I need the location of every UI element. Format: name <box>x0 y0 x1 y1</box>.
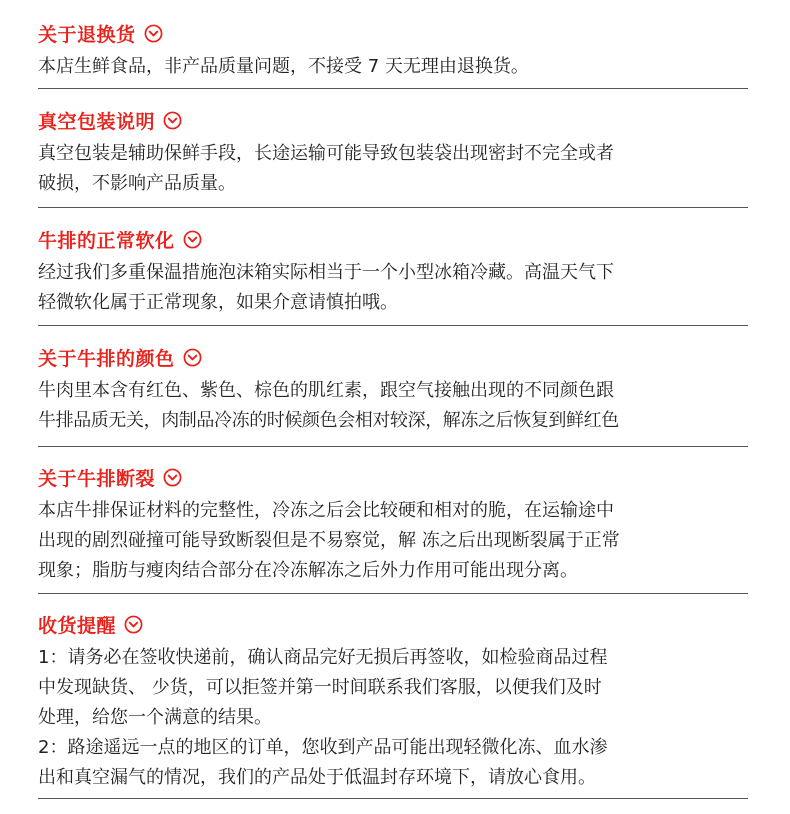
section-softening <box>38 224 748 318</box>
paragraph-line: 轻微软化属于正常现象，如果介意请慎拍哦。 <box>38 292 398 313</box>
paragraph-line: 现象；脂肪与瘦肉结合部分在冷冻解冻之后外力作用可能出现分离。 <box>38 560 578 581</box>
section-steak-color <box>38 342 748 436</box>
divider <box>38 207 748 208</box>
paragraph-line: 破损，不影响产品质量。 <box>38 173 236 194</box>
section-title: 真空包装说明 <box>38 110 156 133</box>
section-vacuum-packaging <box>38 105 748 199</box>
paragraph-line: 经过我们多重保温措施泡沫箱实际相当于一个小型冰箱冷藏。高温天气下 <box>38 262 614 283</box>
section-steak-breakage <box>38 462 748 586</box>
paragraph-line: 真空包装是辅助保鲜手段，长途运输可能导致包装袋出现密封不完全或者 <box>38 143 614 164</box>
paragraph-line: 出现的剧烈碰撞可能导致断裂但是不易察觉，解 冻之后出现断裂属于正常 <box>38 530 620 551</box>
section-title: 牛排的正常软化 <box>38 229 175 252</box>
section-receiving-reminder <box>38 609 748 793</box>
divider <box>38 325 748 326</box>
paragraph-line: 牛肉里本含有红色、紫色、棕色的肌红素，跟空气接触出现的不同颜色跟 <box>38 380 614 401</box>
divider <box>38 446 748 447</box>
paragraph-line: 本店生鲜食品，非产品质量问题，不接受 7 天无理由退换货。 <box>38 56 529 77</box>
paragraph-line: 1：请务必在签收快递前，确认商品完好无损后再签收，如检验商品过程 <box>38 647 608 668</box>
chevron-down-circle-icon <box>183 230 202 249</box>
divider <box>38 593 748 594</box>
paragraph-line: 中发现缺货、 少货，可以拒签并第一时间联系我们客服，以便我们及时 <box>38 677 602 698</box>
paragraph-line: 处理，给您一个满意的结果。 <box>38 707 272 728</box>
section-title: 关于牛排的颜色 <box>38 347 175 370</box>
chevron-down-circle-icon <box>163 111 182 130</box>
paragraph-line: 出和真空漏气的情况，我们的产品处于低温封存环境下，请放心食用。 <box>38 767 596 788</box>
chevron-down-circle-icon <box>163 468 182 487</box>
paragraph-line: 2：路途遥远一点的地区的订单，您收到产品可能出现轻微化冻、血水渗 <box>38 737 608 758</box>
section-title: 收货提醒 <box>38 614 117 637</box>
divider <box>38 798 748 799</box>
chevron-down-circle-icon <box>183 348 202 367</box>
paragraph-line: 牛排品质无关，肉制品冷冻的时候颜色会相对较深，解冻之后恢复到鲜红色 <box>38 410 619 431</box>
paragraph-line: 本店牛排保证材料的完整性，冷冻之后会比较硬和相对的脆，在运输途中 <box>38 500 614 521</box>
section-title: 关于牛排断裂 <box>38 467 156 490</box>
chevron-down-circle-icon <box>144 24 163 43</box>
section-title: 关于退换货 <box>38 23 136 46</box>
divider <box>38 88 748 89</box>
section-returns <box>38 18 748 82</box>
chevron-down-circle-icon <box>124 615 143 634</box>
